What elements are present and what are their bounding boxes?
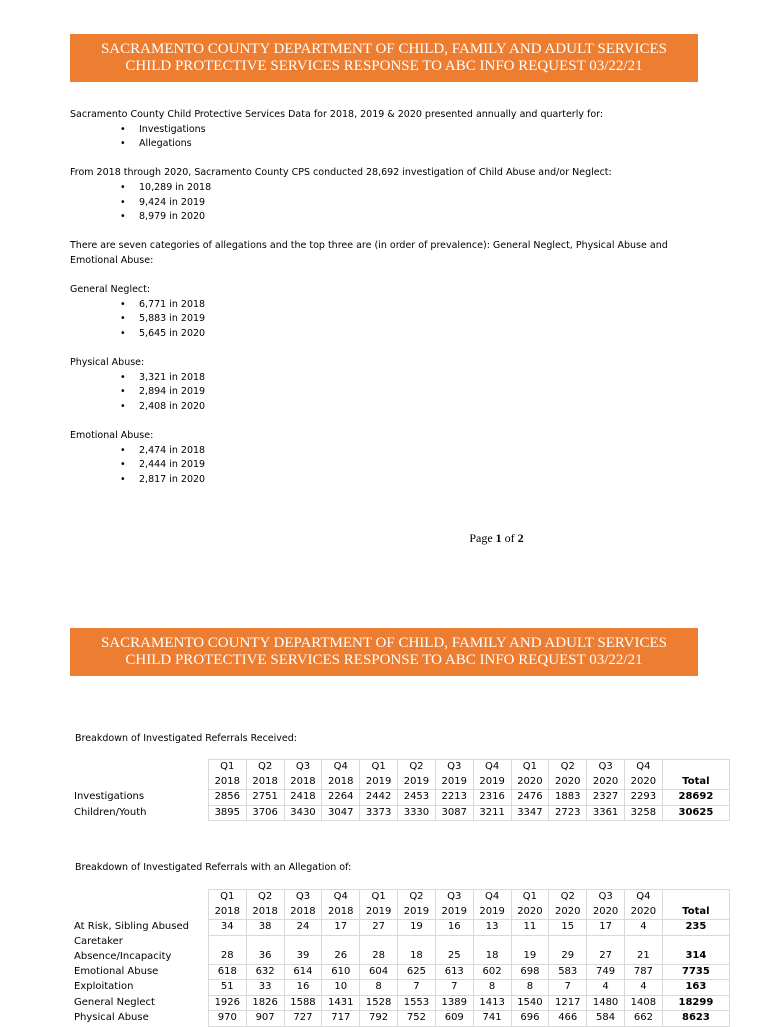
row-label: Emotional Abuse [70, 964, 208, 980]
table-row [70, 980, 730, 996]
table-cell: 2316 [473, 790, 511, 806]
table-cell: 1217 [549, 995, 587, 1011]
table-cell: 609 [435, 1011, 473, 1027]
physical-abuse-list [70, 371, 690, 415]
table-cell: 1540 [511, 995, 549, 1011]
table-cell: 613 [435, 964, 473, 980]
table-cell: 1389 [435, 995, 473, 1011]
table-cell: 1408 [624, 995, 662, 1011]
table-cell: 1528 [360, 995, 398, 1011]
quarter-header: Q1 2020 [511, 760, 549, 790]
table-cell: 604 [360, 964, 398, 980]
page-1-header-banner [70, 34, 698, 82]
table-cell: 19 [398, 920, 436, 936]
quarter-header: Q1 2019 [360, 760, 398, 790]
emotional-abuse-heading: Emotional Abuse: [70, 430, 154, 442]
table-cell: 3373 [360, 805, 398, 821]
table-cell: 752 [398, 1011, 436, 1027]
table-cell: 11 [511, 920, 549, 936]
row-total: 7735 [662, 964, 729, 980]
table-cell: 3087 [435, 805, 473, 821]
list-item: • 2,894 in 2019 [70, 385, 690, 400]
table-cell: 2213 [435, 790, 473, 806]
table-cell: 2723 [549, 805, 587, 821]
row-label: Physical Abuse [70, 1011, 208, 1027]
general-neglect-list [70, 298, 690, 342]
quarter-header: Q1 2020 [511, 890, 549, 920]
quarter-header: Q4 2019 [473, 760, 511, 790]
row-total: 235 [662, 920, 729, 936]
table-cell: 717 [322, 1011, 360, 1027]
table-cell: 1553 [398, 995, 436, 1011]
quarter-header: Q4 2020 [624, 890, 662, 920]
quarter-header: Q3 2020 [587, 760, 625, 790]
table-cell: 610 [322, 964, 360, 980]
table-cell: 19 [511, 935, 549, 964]
table-cell: 792 [360, 1011, 398, 1027]
table-header-row [70, 760, 730, 790]
table-cell: 33 [246, 980, 284, 996]
list-item: • Allegations [70, 137, 690, 152]
table-cell: 727 [284, 1011, 322, 1027]
table-cell: 3430 [284, 805, 322, 821]
table-cell: 3330 [398, 805, 436, 821]
table-cell: 16 [284, 980, 322, 996]
table-cell: 584 [587, 1011, 625, 1027]
list-item: • 9,424 in 2019 [70, 196, 690, 211]
table-cell: 741 [473, 1011, 511, 1027]
table-cell: 28 [208, 935, 246, 964]
table-cell: 3211 [473, 805, 511, 821]
physical-abuse-heading: Physical Abuse: [70, 357, 145, 369]
page-current: 1 [495, 531, 502, 545]
quarter-header: Q1 2019 [360, 890, 398, 920]
row-total: 163 [662, 980, 729, 996]
table-cell: 2751 [246, 790, 284, 806]
allegations-table [70, 889, 730, 1027]
investigated-referrals-table [70, 759, 730, 821]
quarter-header: Q3 2018 [284, 760, 322, 790]
table-cell: 2856 [208, 790, 246, 806]
table-cell: 3895 [208, 805, 246, 821]
quarter-header: Q2 2020 [549, 890, 587, 920]
table-cell: 1588 [284, 995, 322, 1011]
quarter-header: Q3 2019 [435, 760, 473, 790]
table-cell: 15 [549, 920, 587, 936]
table-cell: 1826 [246, 995, 284, 1011]
table-cell: 36 [246, 935, 284, 964]
banner-line-1: SACRAMENTO COUNTY DEPARTMENT OF CHILD, FAMILY AND ADULT SERVICES [100, 41, 668, 57]
list-item: • 10,289 in 2018 [70, 181, 690, 196]
investigations-text: From 2018 through 2020, Sacramento County CPS conducted 28,692 investigation of Child Abuse and/or Neglect: [70, 167, 612, 179]
quarter-header: Q1 2018 [208, 890, 246, 920]
quarter-header: Q2 2020 [549, 760, 587, 790]
table-cell: 4 [624, 980, 662, 996]
table-cell: 1926 [208, 995, 246, 1011]
quarter-header: Q2 2018 [246, 760, 284, 790]
quarter-header: Q4 2018 [322, 760, 360, 790]
table-cell: 39 [284, 935, 322, 964]
table-cell: 13 [473, 920, 511, 936]
table-cell: 698 [511, 964, 549, 980]
table-row [70, 935, 730, 964]
table-cell: 51 [208, 980, 246, 996]
row-label: Investigations [70, 790, 208, 806]
list-item: • 2,444 in 2019 [70, 458, 690, 473]
table-cell: 1413 [473, 995, 511, 1011]
table-cell: 17 [322, 920, 360, 936]
table-cell: 3047 [322, 805, 360, 821]
table-cell: 2293 [624, 790, 662, 806]
list-item: • 2,474 in 2018 [70, 444, 690, 459]
general-neglect-heading: General Neglect: [70, 284, 151, 296]
table-cell: 27 [360, 920, 398, 936]
table-cell: 4 [624, 920, 662, 936]
quarter-header: Q2 2018 [246, 890, 284, 920]
list-item: • 5,645 in 2020 [70, 327, 690, 342]
total-header: Total [662, 760, 729, 790]
table-cell: 27 [587, 935, 625, 964]
banner-line-2: CHILD PROTECTIVE SERVICES RESPONSE TO ABC INFO REQUEST 03/22/21 [125, 652, 643, 668]
table-cell: 632 [246, 964, 284, 980]
table-row [70, 995, 730, 1011]
table-cell: 602 [473, 964, 511, 980]
quarter-header: Q3 2018 [284, 890, 322, 920]
table-cell: 26 [322, 935, 360, 964]
table-cell: 17 [587, 920, 625, 936]
banner-line-1: SACRAMENTO COUNTY DEPARTMENT OF CHILD, FAMILY AND ADULT SERVICES [100, 635, 668, 651]
table-cell: 21 [624, 935, 662, 964]
table-row [70, 805, 730, 821]
table-cell: 7 [398, 980, 436, 996]
table-cell: 466 [549, 1011, 587, 1027]
total-header: Total [662, 890, 729, 920]
page-2-header-banner [70, 628, 698, 676]
list-item: • 8,979 in 2020 [70, 210, 690, 225]
table-cell: 29 [549, 935, 587, 964]
row-label: Caretaker Absence/Incapacity [70, 935, 208, 964]
row-label: Children/Youth [70, 805, 208, 821]
table-cell: 970 [208, 1011, 246, 1027]
table-cell: 8 [360, 980, 398, 996]
categories-text: There are seven categories of allegations and the top three are (in order of prevalence): General Neglect, Physical Abuse and Emotional Abuse: [70, 240, 668, 266]
list-item: • 6,771 in 2018 [70, 298, 690, 313]
table-row [70, 790, 730, 806]
row-total: 8623 [662, 1011, 729, 1027]
table-cell: 8 [511, 980, 549, 996]
quarter-header: Q4 2020 [624, 760, 662, 790]
emotional-abuse-list [70, 444, 690, 488]
page-number: Page 1 of 2 [469, 531, 524, 545]
table-cell: 3361 [587, 805, 625, 821]
banner-line-2: CHILD PROTECTIVE SERVICES RESPONSE TO ABC INFO REQUEST 03/22/21 [125, 58, 643, 74]
table-row [70, 920, 730, 936]
table-cell: 662 [624, 1011, 662, 1027]
quarter-header: Q4 2019 [473, 890, 511, 920]
row-label: Exploitation [70, 980, 208, 996]
table-row [70, 964, 730, 980]
page-total: 2 [517, 531, 524, 545]
row-total: 30625 [662, 805, 729, 821]
table-cell: 2476 [511, 790, 549, 806]
table-cell: 38 [246, 920, 284, 936]
quarter-header: Q4 2018 [322, 890, 360, 920]
table-cell: 625 [398, 964, 436, 980]
list-item: • 2,408 in 2020 [70, 400, 690, 415]
table-cell: 696 [511, 1011, 549, 1027]
table-cell: 34 [208, 920, 246, 936]
list-item: • Investigations [70, 123, 690, 138]
intro-text: Sacramento County Child Protective Services Data for 2018, 2019 & 2020 presented annually and quarterly for: [70, 109, 604, 120]
table-cell: 907 [246, 1011, 284, 1027]
table-cell: 18 [398, 935, 436, 964]
table-cell: 787 [624, 964, 662, 980]
table-cell: 4 [587, 980, 625, 996]
table-header-row [70, 890, 730, 920]
table-2-caption: Breakdown of Investigated Referrals with an Allegation of: [75, 862, 352, 873]
table-cell: 1883 [549, 790, 587, 806]
table-cell: 2418 [284, 790, 322, 806]
quarter-header: Q3 2020 [587, 890, 625, 920]
table-cell: 24 [284, 920, 322, 936]
table-cell: 3258 [624, 805, 662, 821]
investigations-list [70, 181, 690, 225]
table-cell: 1431 [322, 995, 360, 1011]
table-cell: 10 [322, 980, 360, 996]
row-label: At Risk, Sibling Abused [70, 920, 208, 936]
table-cell: 583 [549, 964, 587, 980]
page-1-body [70, 108, 690, 487]
table-cell: 2327 [587, 790, 625, 806]
row-total: 18299 [662, 995, 729, 1011]
table-cell: 2442 [360, 790, 398, 806]
table-cell: 2453 [398, 790, 436, 806]
quarter-header: Q2 2019 [398, 760, 436, 790]
table-cell: 28 [360, 935, 398, 964]
row-total: 28692 [662, 790, 729, 806]
table-cell: 614 [284, 964, 322, 980]
table-cell: 2264 [322, 790, 360, 806]
quarter-header: Q3 2019 [435, 890, 473, 920]
table-cell: 18 [473, 935, 511, 964]
table-cell: 3347 [511, 805, 549, 821]
table-cell: 16 [435, 920, 473, 936]
table-cell: 7 [549, 980, 587, 996]
intro-list [70, 123, 690, 152]
list-item: • 2,817 in 2020 [70, 473, 690, 488]
table-cell: 749 [587, 964, 625, 980]
table-cell: 25 [435, 935, 473, 964]
table-cell: 1480 [587, 995, 625, 1011]
row-total: 314 [662, 935, 729, 964]
table-cell: 7 [435, 980, 473, 996]
table-cell: 8 [473, 980, 511, 996]
quarter-header: Q2 2019 [398, 890, 436, 920]
table-1-caption: Breakdown of Investigated Referrals Received: [75, 733, 297, 744]
list-item: • 3,321 in 2018 [70, 371, 690, 386]
row-label: General Neglect [70, 995, 208, 1011]
table-cell: 618 [208, 964, 246, 980]
table-cell: 3706 [246, 805, 284, 821]
quarter-header: Q1 2018 [208, 760, 246, 790]
list-item: • 5,883 in 2019 [70, 312, 690, 327]
